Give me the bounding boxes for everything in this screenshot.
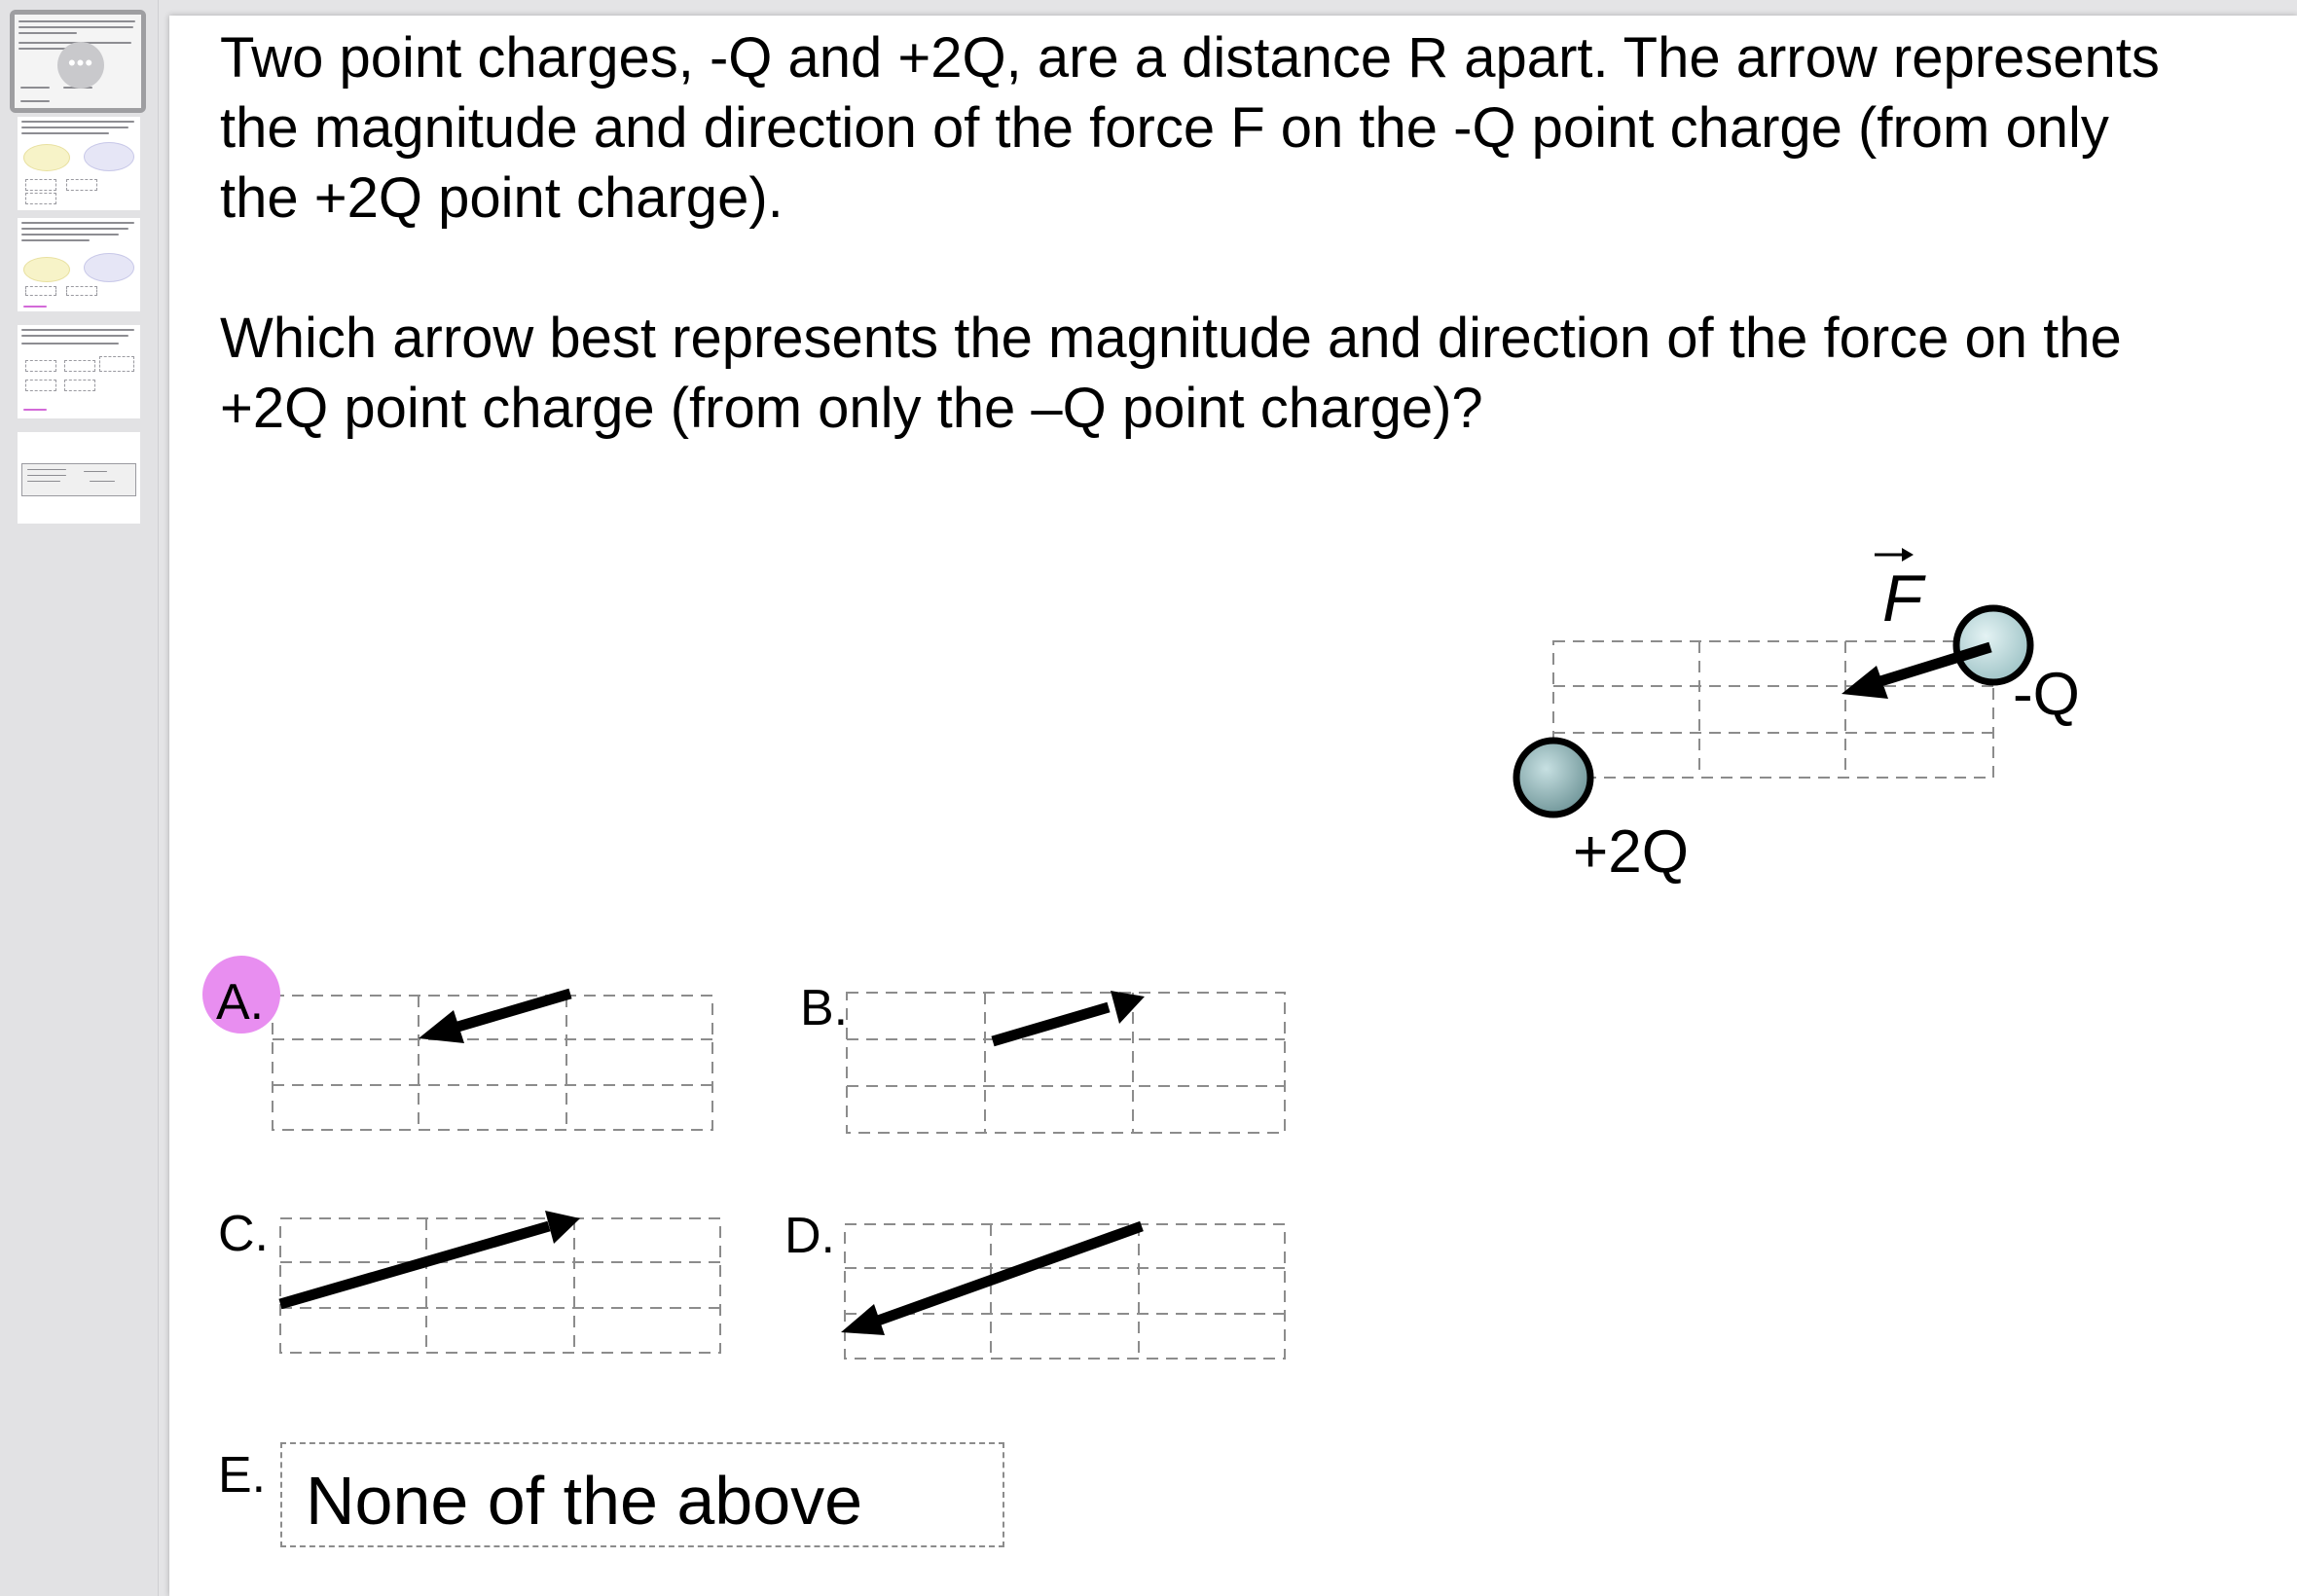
option-b-arrow xyxy=(993,1007,1109,1041)
option-e-label[interactable]: E. xyxy=(218,1447,267,1504)
force-label: F xyxy=(1882,562,1923,635)
question-line-3: the +2Q point charge). xyxy=(220,166,784,230)
option-a-arrow-head xyxy=(419,1010,464,1043)
charge-diagram xyxy=(169,16,2297,1596)
positive-charge xyxy=(1516,741,1590,815)
question-line-4: Which arrow best represents the magnitude and direction of the force on the xyxy=(220,307,2122,370)
option-e-box[interactable] xyxy=(280,1442,1004,1547)
force-arrow-head xyxy=(1841,666,1888,699)
force-vector-hat xyxy=(1875,548,1914,562)
positive-charge-label: +2Q xyxy=(1573,818,1689,886)
option-a-label[interactable]: A. xyxy=(216,974,265,1031)
more-options-button[interactable]: ••• xyxy=(57,42,104,89)
slide-thumbnail-1-preview xyxy=(15,15,141,108)
question-line-5: +2Q point charge (from only the –Q point charge)? xyxy=(220,377,1483,440)
slide-thumbnail-5[interactable] xyxy=(18,432,140,524)
option-d-label[interactable]: D. xyxy=(784,1208,835,1264)
option-b-grid xyxy=(847,993,1285,1133)
option-b-arrow-head xyxy=(1111,991,1145,1024)
option-c-arrow xyxy=(280,1226,549,1304)
option-d-grid xyxy=(845,1224,1285,1359)
slide-thumbnail-2[interactable] xyxy=(18,117,140,210)
slide-canvas xyxy=(169,16,2297,1596)
option-e-text: None of the above xyxy=(306,1463,863,1539)
slide-thumbnail-3[interactable] xyxy=(18,218,140,311)
question-line-2: the magnitude and direction of the force F on the -Q point charge (from only xyxy=(220,96,2109,160)
option-d-arrow xyxy=(878,1226,1142,1321)
slide-thumbnail-4[interactable] xyxy=(18,325,140,418)
question-line-1: Two point charges, -Q and +2Q, are a distance R apart. The arrow represents xyxy=(220,26,2160,90)
slide-thumbnail-1[interactable] xyxy=(10,10,146,113)
option-a-arrow xyxy=(455,994,570,1028)
option-b-label[interactable]: B. xyxy=(800,980,849,1036)
negative-charge-label: -Q xyxy=(2013,661,2080,728)
option-c-label[interactable]: C. xyxy=(218,1206,269,1262)
slide-thumbnail-sidebar xyxy=(0,0,159,1596)
option-d-arrow-head xyxy=(841,1304,885,1335)
